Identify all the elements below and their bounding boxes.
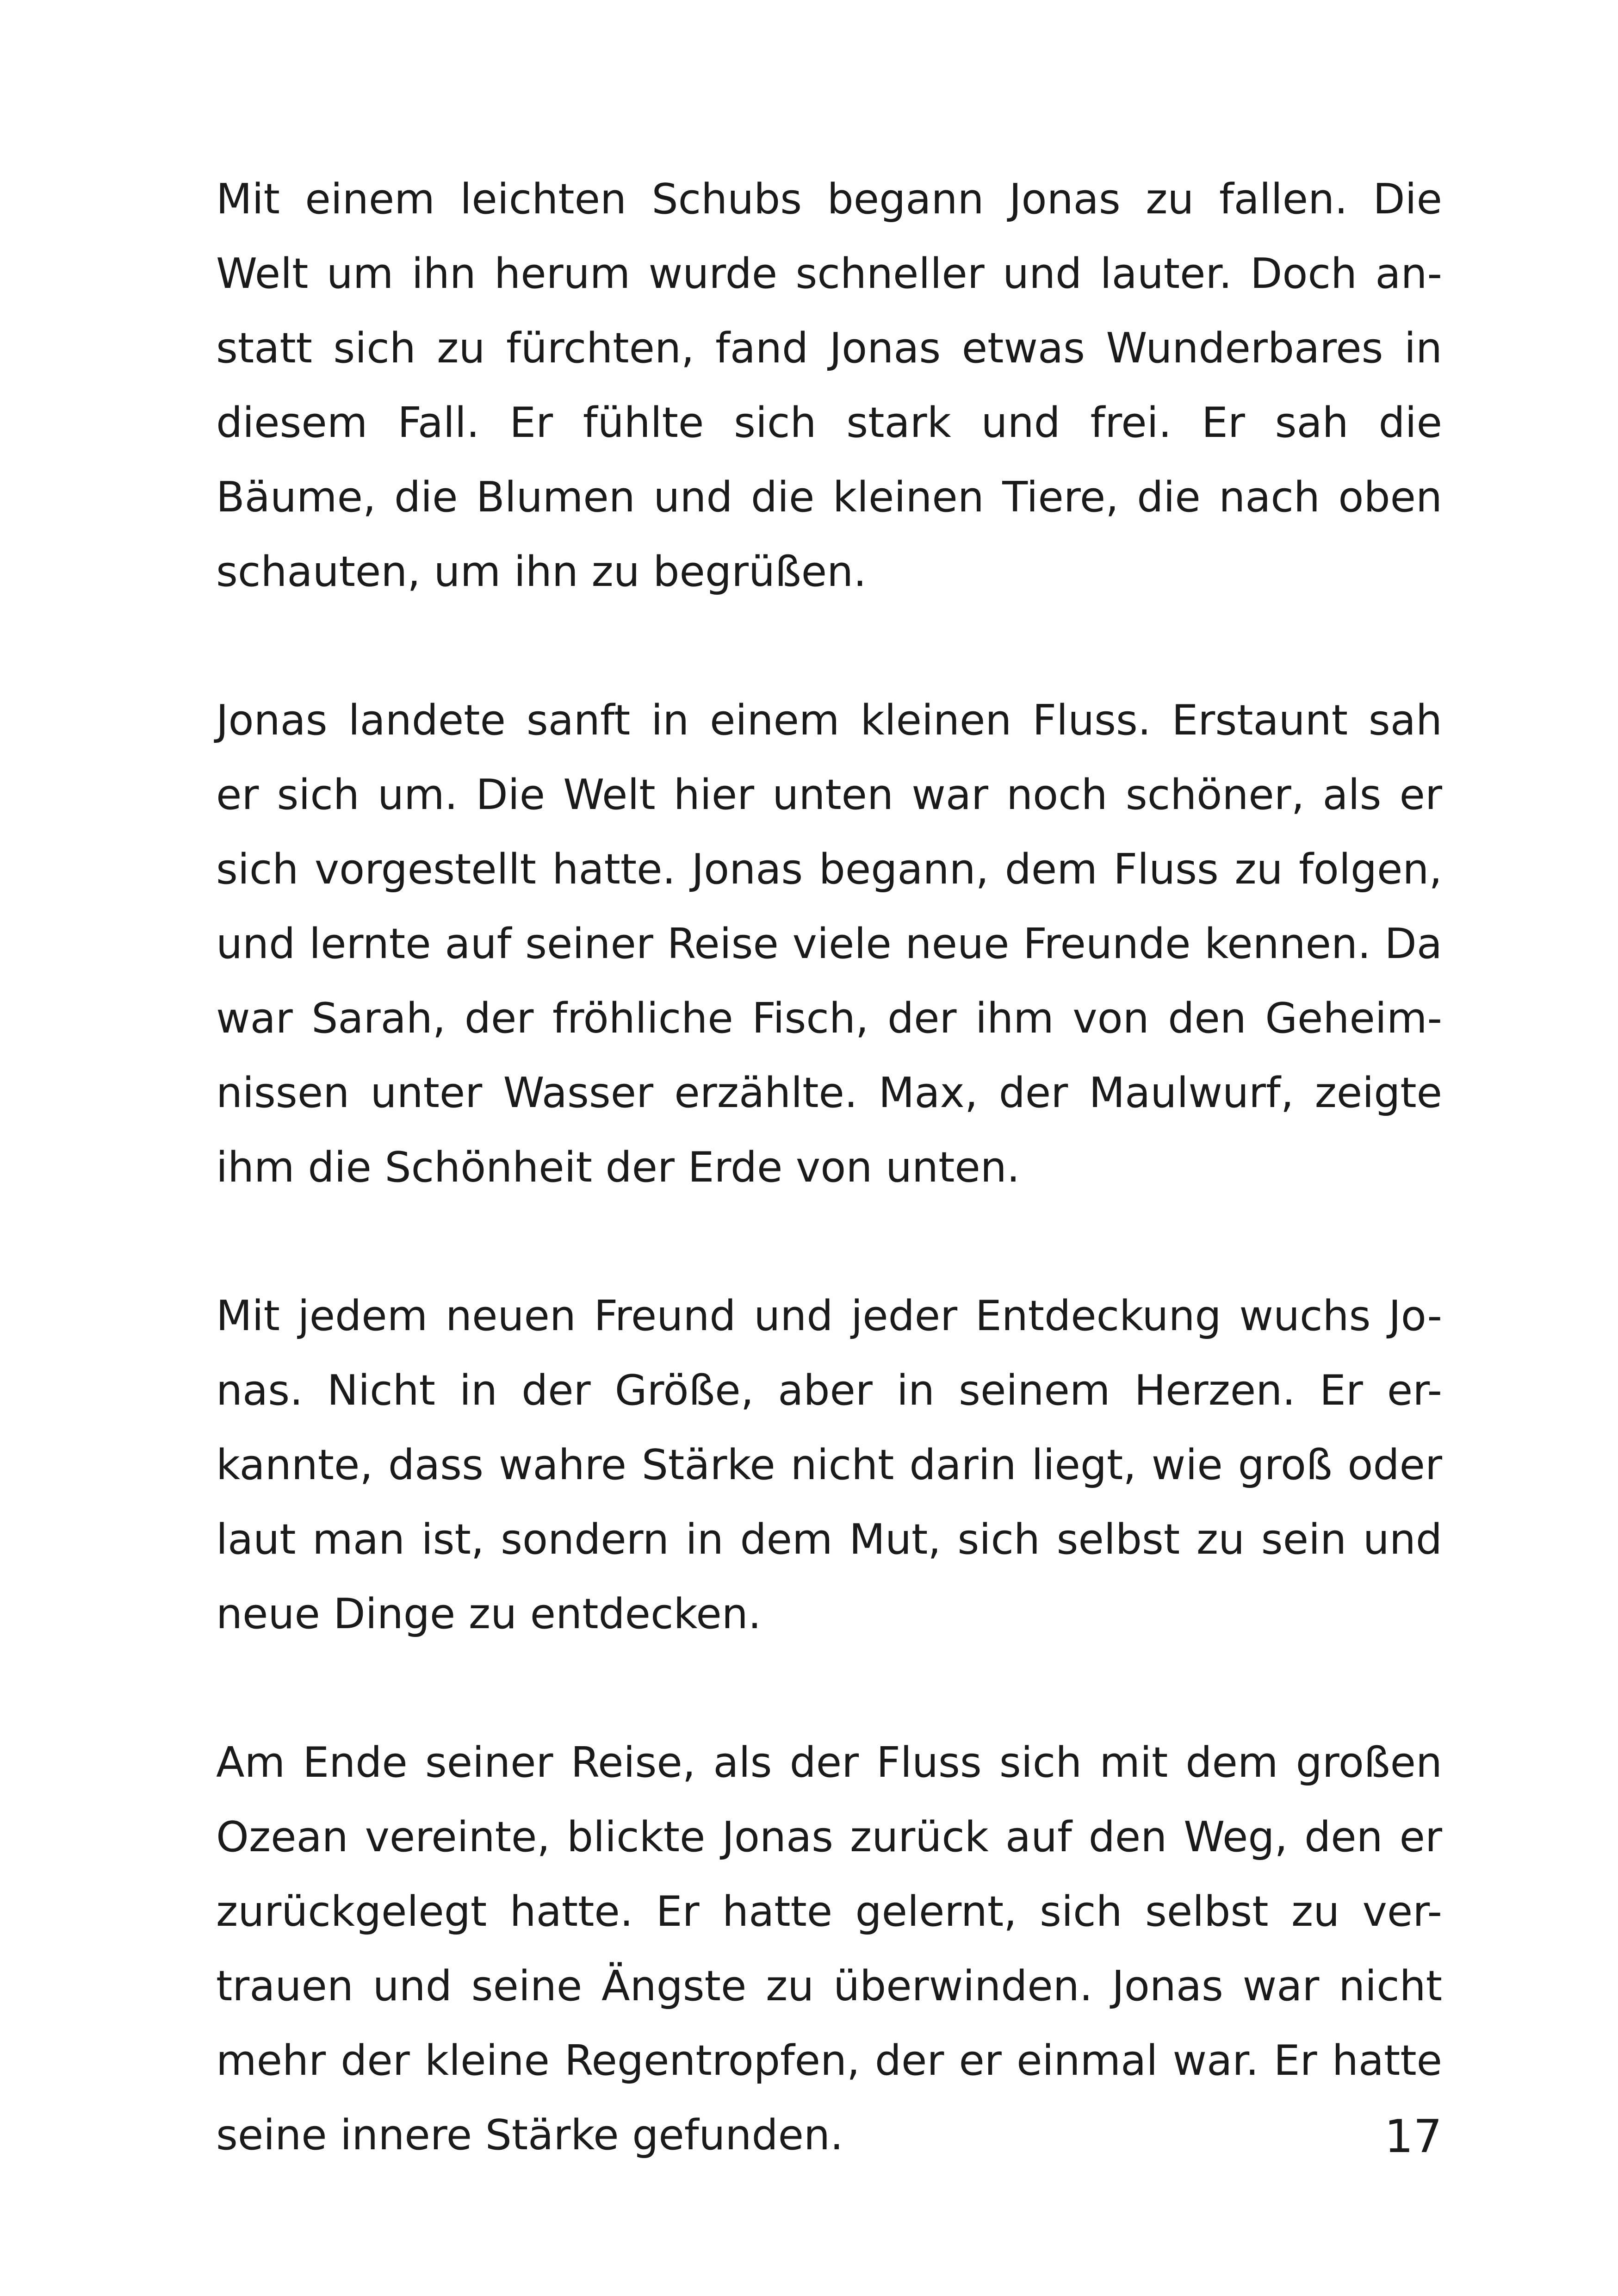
text-line: nas. Nicht in der Größe, aber in seinem Herzen. Er er- — [216, 1366, 1442, 1415]
text-line: Am Ende seiner Reise, als der Fluss sich mit dem großen — [216, 1738, 1442, 1787]
text-line: neue Dinge zu entdecken. — [216, 1590, 762, 1638]
text-line: laut man ist, sondern in dem Mut, sich selbst zu sein und — [216, 1515, 1442, 1564]
text-line: nissen unter Wasser erzählte. Max, der Maulwurf, zeigte — [216, 1069, 1442, 1117]
text-line: er sich um. Die Welt hier unten war noch schöner, als er — [216, 771, 1442, 819]
text-line: schauten, um ihn zu begrüßen. — [216, 548, 867, 596]
text-line: mehr der kleine Regentropfen, der er einmal war. Er hatte — [216, 2036, 1442, 2085]
text-line: zurückgelegt hatte. Er hatte gelernt, sich selbst zu ver- — [216, 1887, 1442, 1936]
text-line: Jonas landete sanft in einem kleinen Fluss. Erstaunt sah — [216, 696, 1442, 745]
body-text — [216, 162, 1442, 2246]
text-line: ihm die Schönheit der Erde von unten. — [216, 1143, 1020, 1192]
text-line: Mit jedem neuen Freund und jeder Entdeckung wuchs Jo- — [216, 1292, 1442, 1340]
text-line: sich vorgestellt hatte. Jonas begann, dem Fluss zu folgen, — [216, 845, 1442, 894]
page-number: 17 — [1384, 2110, 1442, 2163]
paragraph — [216, 1279, 1442, 1651]
text-line: trauen und seine Ängste zu überwinden. Jonas war nicht — [216, 1962, 1442, 2010]
text-line: kannte, dass wahre Stärke nicht darin liegt, wie groß oder — [216, 1441, 1442, 1489]
text-line: Ozean vereinte, blickte Jonas zurück auf den Weg, den er — [216, 1813, 1442, 1861]
paragraph — [216, 162, 1442, 609]
text-line: diesem Fall. Er fühlte sich stark und frei. Er sah die — [216, 398, 1442, 447]
paragraph — [216, 683, 1442, 1205]
text-line: Welt um ihn herum wurde schneller und lauter. Doch an- — [216, 249, 1442, 298]
text-line: seine innere Stärke gefunden. — [216, 2111, 843, 2159]
text-line: war Sarah, der fröhliche Fisch, der ihm von den Geheim- — [216, 994, 1442, 1043]
text-line: und lernte auf seiner Reise viele neue Freunde kennen. Da — [216, 920, 1442, 968]
paragraph — [216, 1725, 1442, 2172]
text-line: statt sich zu fürchten, fand Jonas etwas Wunderbares in — [216, 324, 1442, 373]
text-line: Mit einem leichten Schubs begann Jonas zu fallen. Die — [216, 175, 1442, 224]
text-line: Bäume, die Blumen und die kleinen Tiere, die nach oben — [216, 473, 1442, 522]
